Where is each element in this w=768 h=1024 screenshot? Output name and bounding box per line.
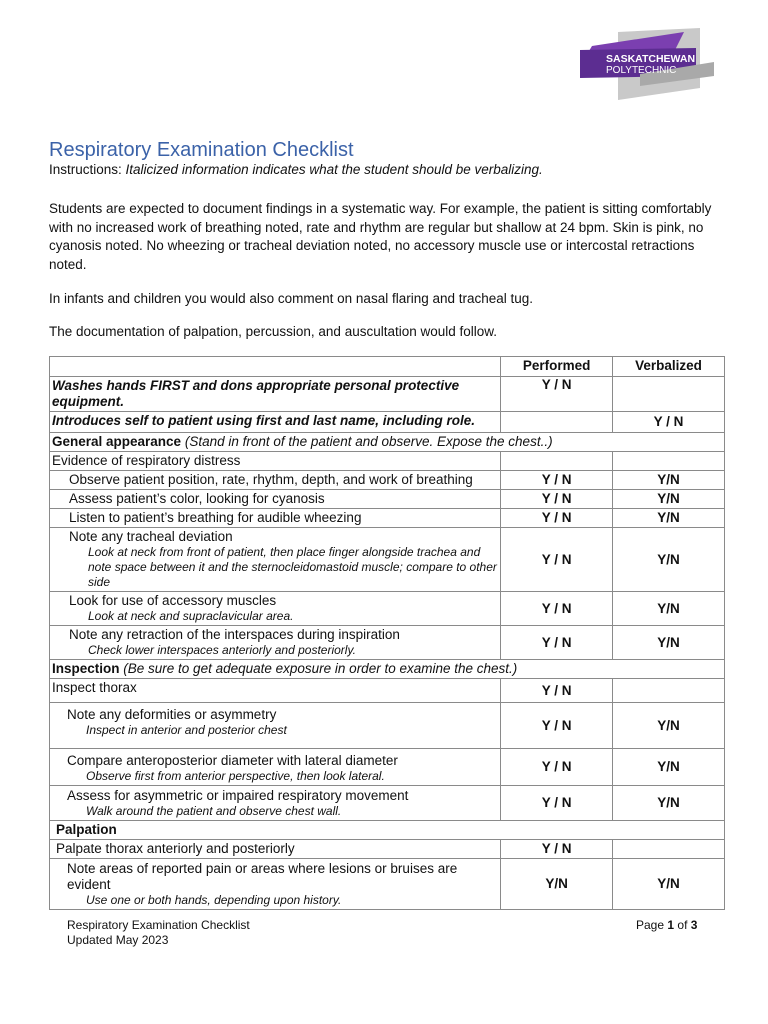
section-row-palpation xyxy=(50,821,725,840)
verbalized-cell[interactable] xyxy=(613,679,725,703)
instructions xyxy=(49,162,543,177)
section-cell xyxy=(50,821,725,840)
followup-paragraph: The documentation of palpation, percussion, and auscultation would follow. xyxy=(49,324,498,339)
verbalized-cell[interactable]: Y/N xyxy=(613,592,725,626)
performed-cell[interactable]: Y / N xyxy=(501,626,613,660)
footer-doc-title: Respiratory Examination Checklist xyxy=(67,918,250,932)
row-cell xyxy=(50,509,501,528)
page-total: 3 xyxy=(690,918,698,932)
performed-cell[interactable]: Y / N xyxy=(501,509,613,528)
section-note: (Be sure to get adequate exposure in order to examine the chest.) xyxy=(123,661,518,676)
verbalized-cell[interactable]: Y/N xyxy=(613,786,725,821)
row-text: Evidence of respiratory distress xyxy=(50,452,501,471)
logo-text-1: SASKATCHEWAN xyxy=(606,53,696,65)
documentation-paragraph: Students are expected to document findings in a systematic way. For example, the patient is sitting comfortably with no increased work of breathing noted, rate and rhythm are regular but shallow at 24 bpm. Skin is pink, no cyanosis noted. No wheezing or tracheal deviation noted, no accessory muscle use or intercostal retractions noted. xyxy=(49,201,712,272)
row-text: Inspect thorax xyxy=(50,679,501,703)
row-text: Look for use of accessory muscles xyxy=(69,593,277,608)
section-row-general xyxy=(50,433,725,452)
page-number xyxy=(636,918,697,932)
row-text: Assess for asymmetric or impaired respiratory movement xyxy=(67,788,409,803)
section-label: Palpation xyxy=(56,822,117,837)
verbalized-cell[interactable]: Y/N xyxy=(613,471,725,490)
page-current: 1 xyxy=(667,918,675,932)
performed-cell[interactable]: Y / N xyxy=(501,471,613,490)
verbalized-cell[interactable] xyxy=(613,377,725,412)
table-row xyxy=(50,509,725,528)
verbalized-cell[interactable]: Y / N xyxy=(613,412,725,433)
saskpolytech-logo xyxy=(580,28,716,102)
verbalized-cell[interactable] xyxy=(613,840,725,859)
table-row xyxy=(50,471,725,490)
row-subtext: Walk around the patient and observe chest wall. xyxy=(86,804,342,818)
table-row xyxy=(50,703,725,749)
footer-left xyxy=(67,918,250,948)
row-cell xyxy=(50,528,501,592)
performed-cell[interactable]: Y / N xyxy=(501,749,613,786)
instructions-text: Italicized information indicates what the student should be verbalizing. xyxy=(125,162,543,177)
performed-cell[interactable] xyxy=(501,452,613,471)
page-word: Page xyxy=(636,918,665,932)
table-row xyxy=(50,452,725,471)
performed-cell[interactable]: Y/N xyxy=(501,859,613,910)
table-row xyxy=(50,679,725,703)
row-cell xyxy=(50,490,501,509)
verbalized-cell[interactable]: Y/N xyxy=(613,509,725,528)
row-text: Listen to patient’s breathing for audible wheezing xyxy=(69,510,362,525)
performed-cell[interactable]: Y / N xyxy=(501,679,613,703)
row-cell xyxy=(50,786,501,821)
row-cell xyxy=(50,471,501,490)
table-row xyxy=(50,786,725,821)
of-word: of xyxy=(677,918,688,932)
section-label: General appearance xyxy=(52,434,182,449)
row-cell xyxy=(50,626,501,660)
table-row xyxy=(50,840,725,859)
performed-cell[interactable]: Y / N xyxy=(501,490,613,509)
row-text: Note any retraction of the interspaces during inspiration xyxy=(69,627,400,642)
verbalized-cell[interactable]: Y/N xyxy=(613,749,725,786)
logo-text-2: POLYTECHNIC xyxy=(606,65,677,76)
verbalized-cell[interactable]: Y/N xyxy=(613,859,725,910)
row-text: Washes hands FIRST and dons appropriate personal protective equipment. xyxy=(50,377,501,412)
performed-cell[interactable]: Y / N xyxy=(501,786,613,821)
verbalized-cell[interactable]: Y/N xyxy=(613,703,725,749)
row-cell xyxy=(50,592,501,626)
row-subtext: Use one or both hands, depending upon history. xyxy=(86,893,342,907)
section-note: (Stand in front of the patient and observe. Expose the chest..) xyxy=(184,434,553,449)
row-subtext: Inspect in anterior and posterior chest xyxy=(86,723,287,737)
performed-cell[interactable]: Y / N xyxy=(501,840,613,859)
header-blank xyxy=(50,357,501,377)
table-row xyxy=(50,490,725,509)
row-text: Assess patient’s color, looking for cyanosis xyxy=(69,491,325,506)
table-row xyxy=(50,626,725,660)
row-text: Palpate thorax anteriorly and posteriorly xyxy=(50,840,501,859)
infants-paragraph: In infants and children you would also comment on nasal flaring and tracheal tug. xyxy=(49,291,534,306)
table-row xyxy=(50,592,725,626)
row-subtext: Check lower interspaces anteriorly and posteriorly. xyxy=(88,643,356,657)
row-subtext: Look at neck and supraclavicular area. xyxy=(88,609,294,623)
row-cell xyxy=(50,859,501,910)
table-row xyxy=(50,412,725,433)
row-text: Note areas of reported pain or areas where lesions or bruises are evident xyxy=(67,861,458,892)
checklist-table xyxy=(49,356,725,910)
logo-graphic xyxy=(580,28,716,102)
row-cell xyxy=(50,703,501,749)
row-subtext: Look at neck from front of patient, then place finger alongside trachea and note space between it and the sternocleidomastoid muscle; compare to other side xyxy=(88,545,497,589)
verbalized-cell[interactable]: Y/N xyxy=(613,490,725,509)
section-cell xyxy=(50,660,725,679)
header-verbalized: Verbalized xyxy=(613,357,725,377)
row-text: Note any deformities or asymmetry xyxy=(67,707,277,722)
footer-updated: Updated May 2023 xyxy=(67,933,169,947)
table-row xyxy=(50,859,725,910)
row-text: Observe patient position, rate, rhythm, depth, and work of breathing xyxy=(69,472,473,487)
performed-cell[interactable]: Y / N xyxy=(501,703,613,749)
header-row xyxy=(50,357,725,377)
verbalized-cell[interactable]: Y/N xyxy=(613,626,725,660)
page-title: Respiratory Examination Checklist xyxy=(49,139,354,161)
row-text: Note any tracheal deviation xyxy=(69,529,233,544)
row-cell xyxy=(50,749,501,786)
performed-cell[interactable]: Y / N xyxy=(501,592,613,626)
section-cell xyxy=(50,433,725,452)
section-label: Inspection xyxy=(52,661,120,676)
performed-cell[interactable] xyxy=(501,412,613,433)
section-row-inspection xyxy=(50,660,725,679)
table-row xyxy=(50,528,725,592)
verbalized-cell[interactable] xyxy=(613,452,725,471)
header-performed: Performed xyxy=(501,357,613,377)
performed-cell[interactable]: Y / N xyxy=(501,528,613,592)
row-subtext: Observe first from anterior perspective, then look lateral. xyxy=(86,769,385,783)
row-text: Compare anteroposterior diameter with lateral diameter xyxy=(67,753,398,768)
performed-cell[interactable]: Y / N xyxy=(501,377,613,412)
verbalized-cell[interactable]: Y/N xyxy=(613,528,725,592)
table-row xyxy=(50,377,725,412)
table-row xyxy=(50,749,725,786)
row-text: Introduces self to patient using first and last name, including role. xyxy=(50,412,501,433)
instructions-label: Instructions: xyxy=(49,162,122,177)
